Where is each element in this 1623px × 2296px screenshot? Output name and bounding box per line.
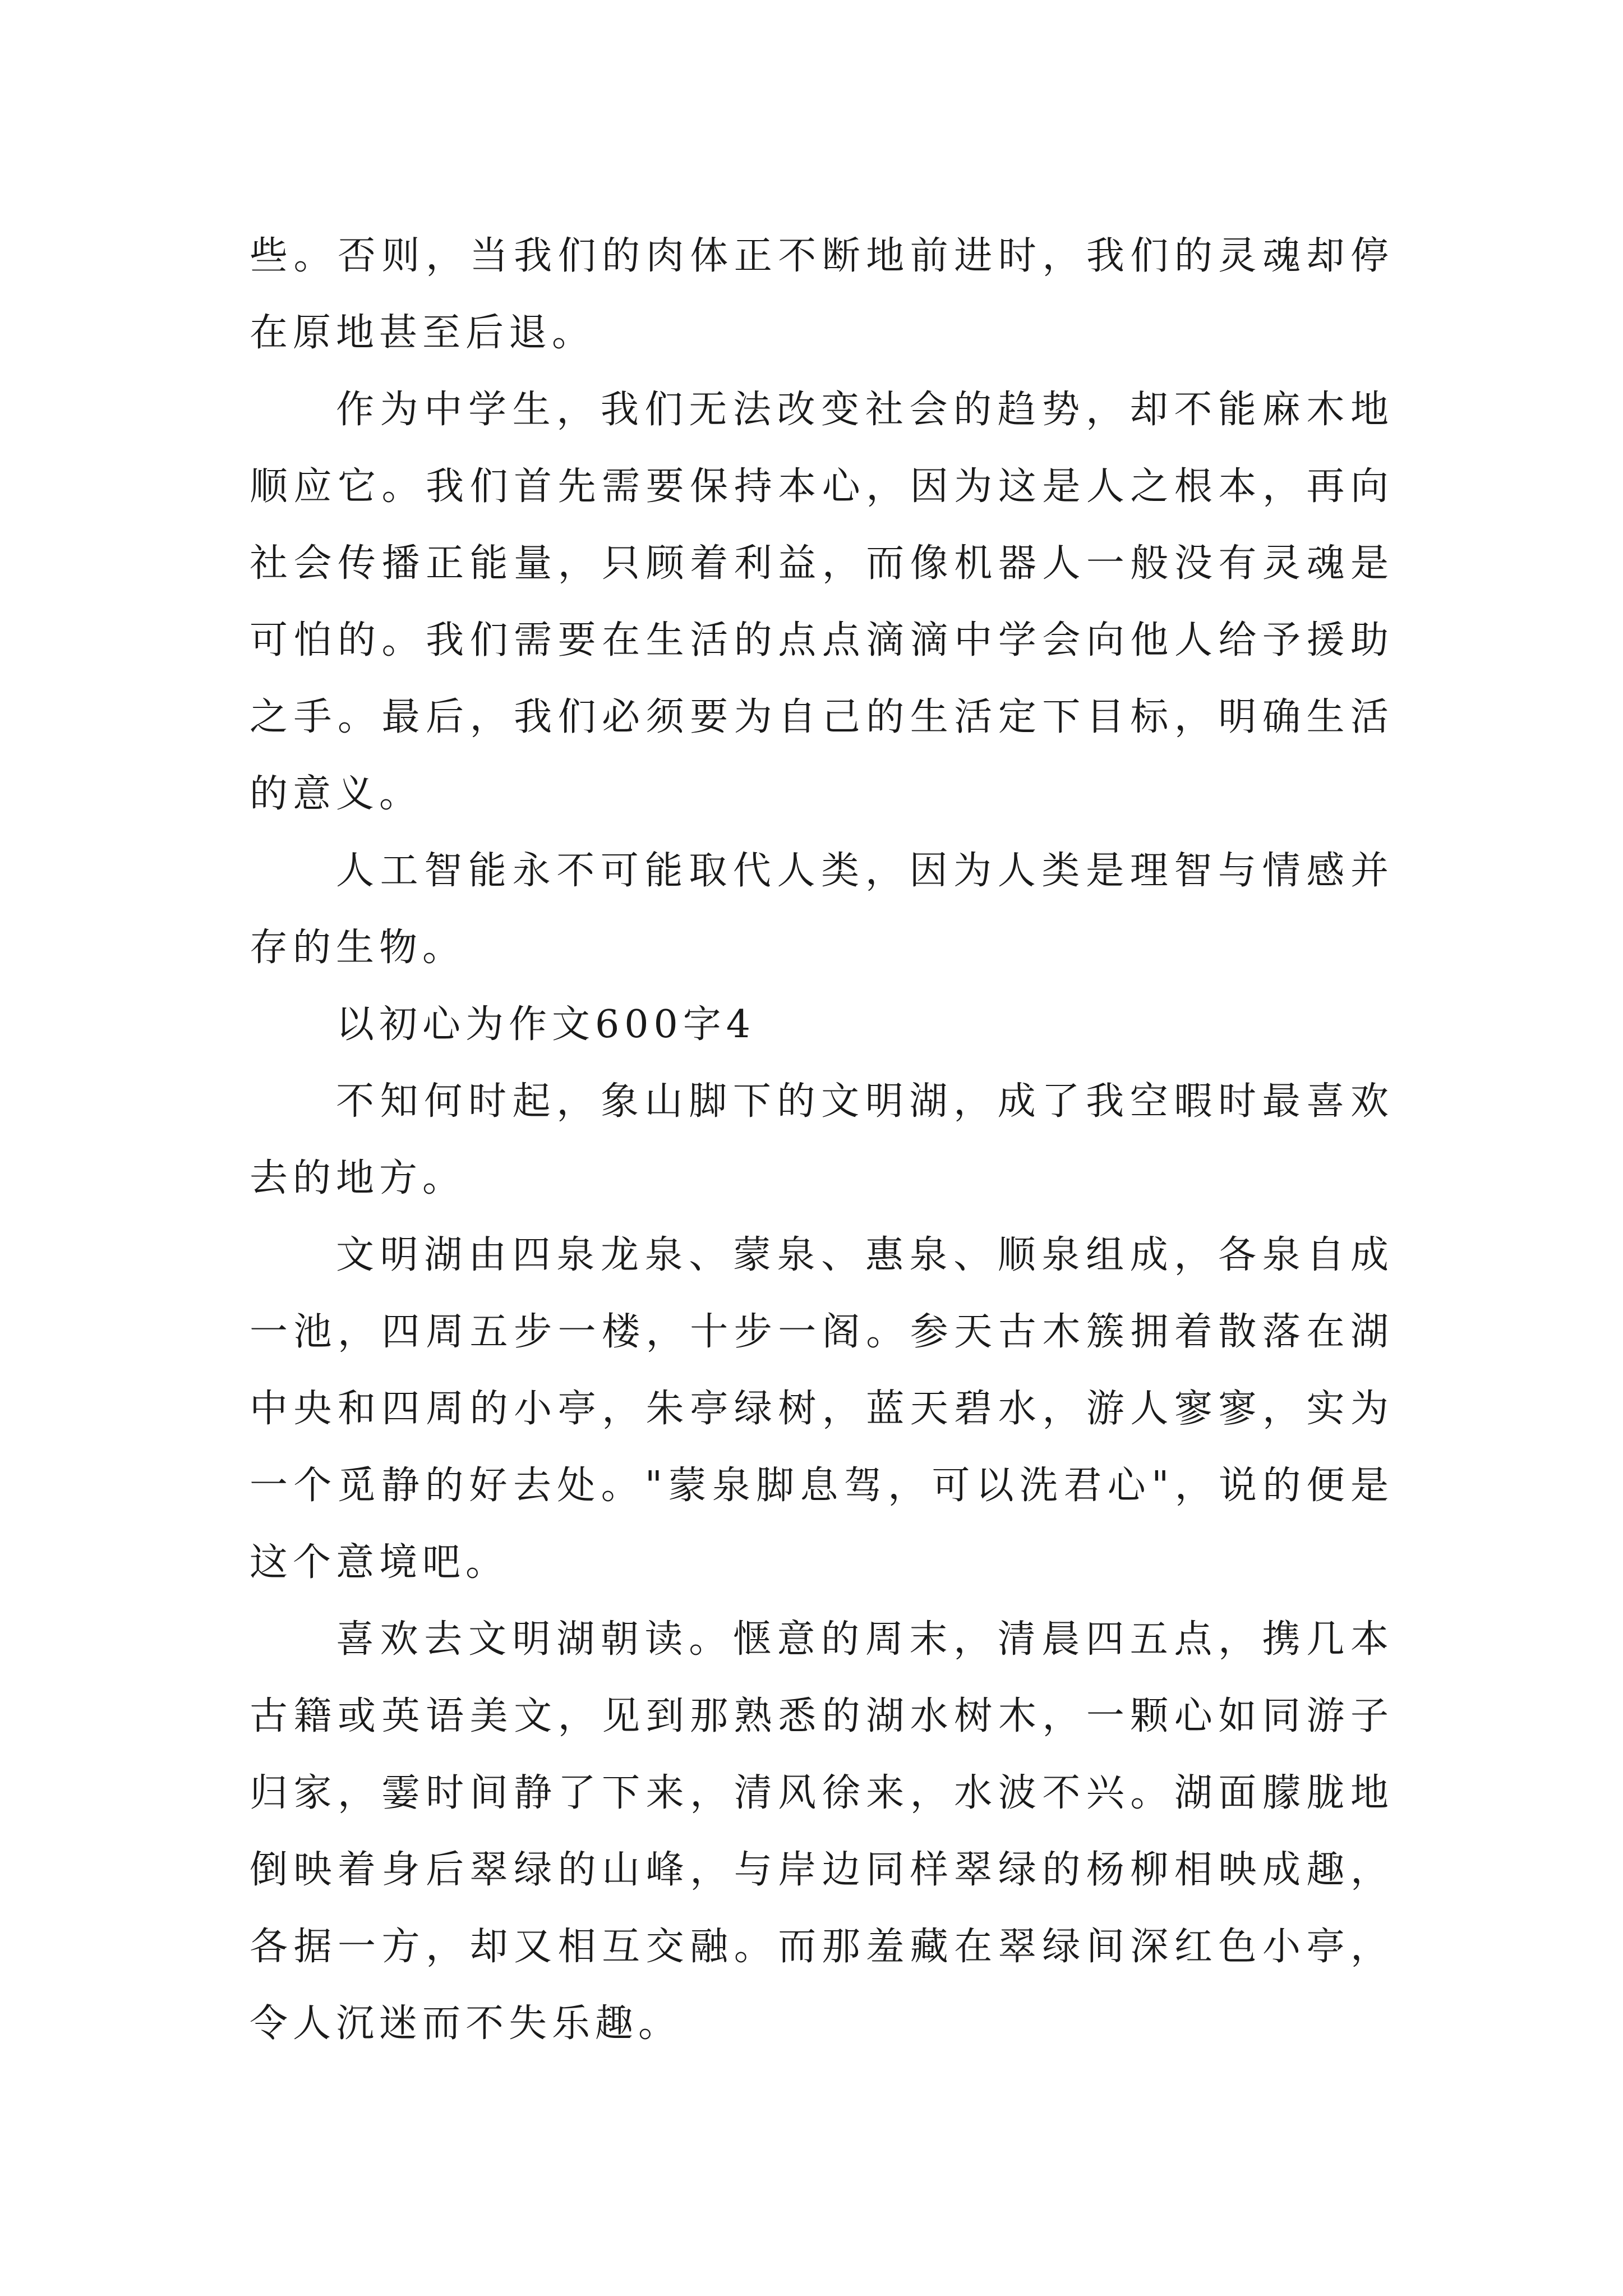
paragraph-lake-intro: 不知何时起，象山脚下的文明湖，成了我空暇时最喜欢去的地方。 bbox=[250, 1079, 1394, 1200]
document-body bbox=[250, 218, 1394, 2062]
paragraph-student-role: 作为中学生，我们无法改变社会的趋势，却不能麻木地顺应它。我们首先需要保持本心，因为这是人之根本，再向社会传播正能量，只顾着利益，而像机器人一般没有灵魂是可怕的。我们需要在生活的点点滴滴中学会向他人给予援助之手。最后，我们必须要为自己的生活定下目标，明确生活的意义。 bbox=[250, 388, 1394, 816]
essay-title: 以初心为作文600字4 bbox=[336, 1002, 756, 1047]
paragraph-morning-reading: 喜欢去文明湖朝读。惬意的周末，清晨四五点，携几本古籍或英语美文，见到那熟悉的湖水树木，一颗心如同游子归家，霎时间静了下来，清风徐来，水波不兴。湖面朦胧地倒映着身后翠绿的山峰，与岸边同样翠绿的杨柳相映成趣，各据一方，却又相互交融。而那羞藏在翠绿间深红色小亭，令人沉迷而不失乐趣。 bbox=[250, 1617, 1394, 2046]
paragraph-lake-description: 文明湖由四泉龙泉、蒙泉、惠泉、顺泉组成，各泉自成一池，四周五步一楼，十步一阁。参天古木簇拥着散落在湖中央和四周的小亭，朱亭绿树，蓝天碧水，游人寥寥，实为一个觅静的好去处。"蒙泉脚息驾，可以洗君心"，说的便是这个意境吧。 bbox=[250, 1233, 1394, 1585]
paragraph-continuation: 些。否则，当我们的肉体正不断地前进时，我们的灵魂却停在原地甚至后退。 bbox=[250, 234, 1394, 355]
paragraph-ai-conclusion: 人工智能永不可能取代人类，因为人类是理智与情感并存的生物。 bbox=[250, 849, 1394, 970]
